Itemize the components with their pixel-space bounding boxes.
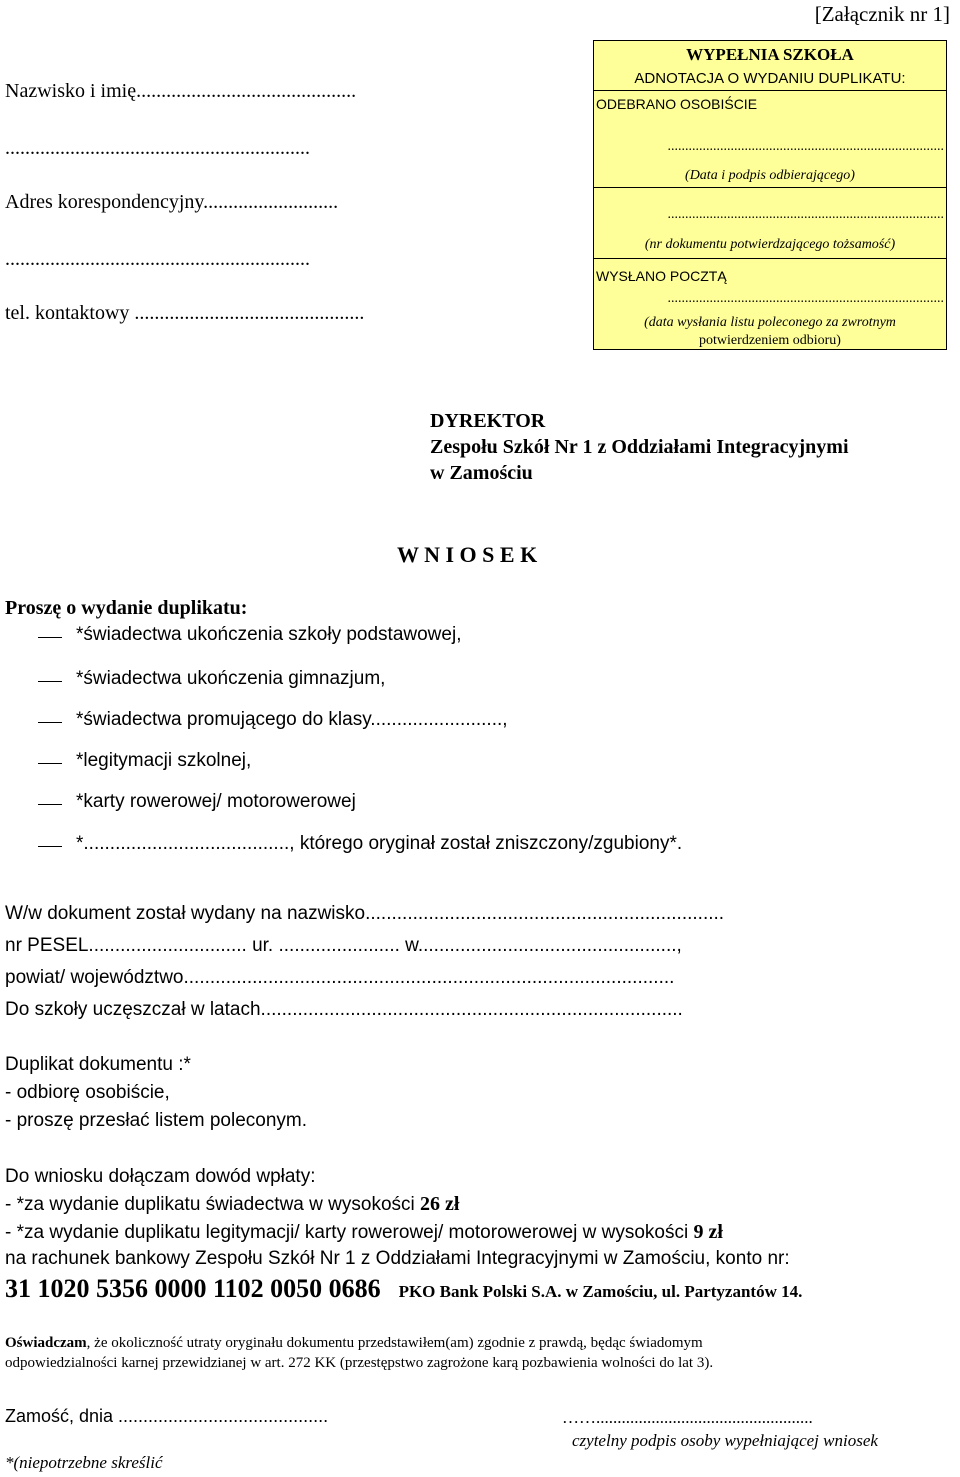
payment-item-id-card (5, 1221, 723, 1244)
declaration-text-1: , że okoliczność utraty oryginału dokumentu przedstawiłem(am) zgodnie z prawdą, będąc świadomym (86, 1335, 703, 1351)
address-field[interactable]: Adres korespondencyjny........................... (5, 191, 339, 213)
id-document-dots[interactable]: ............................................................................... (667, 207, 944, 222)
id-document-hint: (nr dokumentu potwierdzającego tożsamość) (644, 237, 896, 252)
post-date-hint: (data wysłania listu poleconego za zwrotnym (644, 315, 896, 330)
school-box-title: WYPEŁNIA SZKOŁA (686, 45, 854, 64)
account-number: 31 1020 5356 0000 1102 0050 0686 (5, 1274, 381, 1303)
school-annotation-box (593, 40, 947, 350)
request-item[interactable]: *świadectwa ukończenia gimnazjum, (0, 668, 900, 694)
payment-intro: Do wniosku dołączam dowód wpłaty: (5, 1166, 316, 1187)
place-date-field[interactable]: Zamość, dnia .......................................... (5, 1406, 329, 1426)
request-item[interactable]: *karty rowerowej/ motorowerowej (0, 791, 900, 817)
payment-item-id-card-text: - *za wydanie duplikatu legitymacji/ karty rowerowej/ motorowerowej w wysokości (5, 1222, 694, 1243)
issued-name-field[interactable]: W/w dokument został wydany na nazwisko.................................................................... (5, 903, 725, 924)
pesel-birth-field[interactable]: nr PESEL.............................. ur. ....................... w................................................., (5, 935, 682, 956)
payment-item-certificate-text: - *za wydanie duplikatu świadectwa w wysokości (5, 1194, 421, 1215)
addressee-school: Zespołu Szkół Nr 1 z Oddziałami Integracyjnymi (430, 436, 849, 458)
delivery-title: Duplikat dokumentu :* (5, 1054, 191, 1075)
post-date-hint-2: potwierdzeniem odbioru) (699, 333, 841, 348)
attendance-years-field[interactable]: Do szkoły uczęszczał w latach................................................................................ (5, 999, 683, 1020)
pickup-signature-hint: (Data i podpis odbierającego) (685, 168, 855, 183)
phone-field[interactable]: tel. kontaktowy .............................................. (5, 302, 365, 324)
request-intro: Proszę o wydanie duplikatu: (5, 597, 248, 619)
annex-label: [Załącznik nr 1] (814, 2, 950, 26)
address-field-continuation[interactable]: ............................................................. (5, 248, 310, 270)
payment-amount-certificate: 26 zł (420, 1193, 460, 1215)
declaration-lead: Oświadczam (5, 1335, 87, 1351)
pickup-signature-dots[interactable]: ............................................................................... (667, 139, 944, 154)
name-field[interactable]: Nazwisko i imię............................................ (5, 80, 357, 102)
account-intro: na rachunek bankowy Zespołu Szkół Nr 1 z Oddziałami Integracyjnymi w Zamościu, konto nr: (5, 1248, 790, 1269)
payment-item-certificate (5, 1193, 459, 1216)
annotation-title: ADNOTACJA O WYDANIU DUPLIKATU: (634, 70, 906, 87)
bank-account-line (5, 1274, 802, 1304)
request-item[interactable]: *legitymacji szkolnej, (0, 750, 900, 776)
payment-amount-id-card: 9 zł (693, 1221, 723, 1243)
addressee-city: w Zamościu (430, 462, 533, 484)
declaration-line-1 (5, 1335, 703, 1352)
request-item[interactable]: *......................................., którego oryginał został zniszczony/zgubiony*. (0, 833, 900, 859)
post-date-dots[interactable]: ............................................................................... (667, 291, 944, 306)
addressee-title: DYREKTOR (430, 410, 546, 432)
sent-by-post-label: WYSŁANO POCZTĄ (596, 268, 727, 284)
name-field-continuation[interactable]: ............................................................. (5, 137, 310, 159)
delivery-option-pickup[interactable]: - odbiorę osobiście, (5, 1082, 170, 1103)
request-item[interactable]: *świadectwa promującego do klasy........................., (0, 709, 900, 735)
county-province-field[interactable]: powiat/ województwo............................................................................................. (5, 967, 675, 988)
request-item[interactable]: *świadectwa ukończenia szkoły podstawowej, (0, 624, 900, 650)
picked-up-label: ODEBRANO OSOBIŚCIE (596, 96, 758, 112)
bank-name: PKO Bank Polski S.A. w Zamościu, ul. Partyzantów 14. (398, 1282, 803, 1301)
delivery-option-mail[interactable]: - proszę przesłać listem poleconym. (5, 1110, 307, 1131)
declaration-line-2: odpowiedzialności karnej przewidzianej w art. 272 KK (przestępstwo zagrożone karą pozbawienia wolności do lat 3). (5, 1355, 714, 1371)
footnote: *(niepotrzebne skreślić (5, 1453, 163, 1472)
signature-caption: czytelny podpis osoby wypełniającej wniosek (572, 1431, 878, 1450)
form-title: W N I O S E K (397, 542, 538, 567)
signature-field[interactable]: ……................................................... (562, 1408, 813, 1427)
